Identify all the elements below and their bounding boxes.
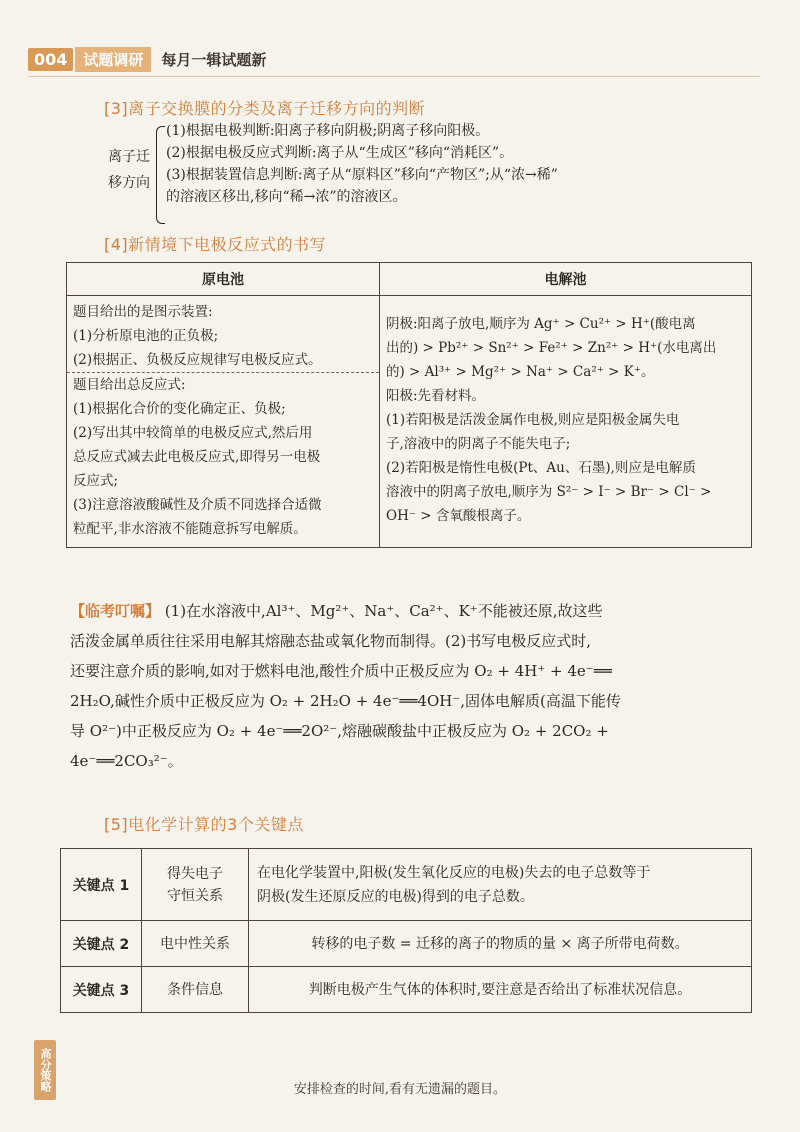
key-point-description: 在电化学装置中,阳极(发生氧化反应的电极)失去的电子总数等于 阴极(发生还原反应的电极)得到的电子总数。 bbox=[249, 849, 752, 921]
key-points-table bbox=[60, 848, 752, 1013]
table-line: (2)写出其中较简单的电极反应式,然后用 bbox=[73, 425, 313, 441]
key-point-category: 电中性关系 bbox=[142, 921, 249, 967]
table-line: (2)若阳极是惰性电极(Pt、Au、石墨),则应是电解质 bbox=[386, 460, 696, 476]
ion-migration-list bbox=[166, 120, 746, 208]
page-number: 004 bbox=[28, 48, 73, 71]
table-line: 粒配平,非水溶液不能随意拆写电解质。 bbox=[73, 521, 307, 537]
series-title: 试题调研 bbox=[75, 47, 151, 72]
key-point-label: 关键点 3 bbox=[61, 967, 142, 1013]
galvanic-cell bbox=[67, 296, 380, 548]
electrolytic-cell bbox=[380, 296, 752, 548]
header-divider bbox=[28, 76, 760, 77]
key-point-description: 转移的电子数 = 迁移的离子的物质的量 × 离子所带电荷数。 bbox=[249, 921, 752, 967]
electrode-reaction-table bbox=[66, 262, 752, 548]
list-item: (2)根据电极反应式判断:离子从“生成区”移向“消耗区”。 bbox=[166, 145, 514, 161]
ion-migration-block bbox=[104, 120, 744, 230]
table-line: (1)若阳极是活泼金属作电极,则应是阳极金属失电 bbox=[386, 412, 680, 428]
table-line: OH⁻ > 含氧酸根离子。 bbox=[386, 508, 531, 524]
table-line: 总反应式减去此电极反应式,即得另一电极 bbox=[73, 449, 321, 465]
table-line: 子,溶液中的阴离子不能失电子; bbox=[386, 436, 571, 452]
table-line: 阳极:先看材料。 bbox=[386, 388, 486, 404]
table-line: (1)分析原电池的正负极; bbox=[73, 328, 219, 344]
tip-text: 4e⁻══2CO₃²⁻。 bbox=[70, 752, 183, 770]
col-header-electrolytic: 电解池 bbox=[380, 263, 752, 296]
page-header bbox=[28, 46, 266, 72]
brace bbox=[156, 126, 165, 224]
col-header-galvanic: 原电池 bbox=[67, 263, 380, 296]
exam-tip bbox=[70, 596, 746, 776]
list-item: (1)根据电极判断:阳离子移向阴极;阴离子移向阳极。 bbox=[166, 123, 490, 139]
table-line: (3)注意溶液酸碱性及介质不同选择合适微 bbox=[73, 497, 322, 513]
section3-title: [3]离子交换膜的分类及离子迁移方向的判断 bbox=[104, 99, 426, 118]
page-footer: 安排检查的时间,看有无遗漏的题目。 bbox=[293, 1082, 507, 1097]
tip-text: 活泼金属单质往往采用电解其熔融态盐或氧化物而制得。(2)书写电极反应式时, bbox=[70, 632, 592, 650]
table-line: 出的) > Pb²⁺ > Sn²⁺ > Fe²⁺ > Zn²⁺ > H⁺(水电离出 bbox=[386, 340, 717, 356]
exam-tip-tag: 【临考叮嘱】 bbox=[70, 602, 161, 620]
tip-text: 2H₂O,碱性介质中正极反应为 O₂ + 2H₂O + 4e⁻══4OH⁻,固体电解质(高温下能传 bbox=[70, 692, 621, 710]
table-line: 的) > Al³⁺ > Mg²⁺ > Na⁺ > Ca²⁺ > K⁺。 bbox=[386, 364, 655, 380]
section5-title: [5]电化学计算的3个关键点 bbox=[104, 815, 304, 834]
table-line: 溶液中的阴离子放电,顺序为 S²⁻ > I⁻ > Br⁻ > Cl⁻ > bbox=[386, 484, 712, 500]
key-point-label: 关键点 1 bbox=[61, 849, 142, 921]
series-subtitle: 每月一辑试题新 bbox=[161, 50, 267, 69]
table-row bbox=[61, 849, 752, 921]
side-tab: 高分策略 bbox=[34, 1040, 56, 1100]
list-item: 的溶液区移出,移向“稀→浓”的溶液区。 bbox=[166, 189, 407, 205]
table-line: 反应式; bbox=[73, 473, 119, 489]
ion-migration-label: 离子迁 移方向 bbox=[108, 149, 150, 191]
key-point-label: 关键点 2 bbox=[61, 921, 142, 967]
key-point-description: 判断电极产生气体的体积时,要注意是否给出了标准状况信息。 bbox=[249, 967, 752, 1013]
tip-text: 导 O²⁻)中正极反应为 O₂ + 4e⁻══2O²⁻,熔融碳酸盐中正极反应为 O₂ + 2CO₂ + bbox=[70, 722, 609, 740]
table-row bbox=[61, 967, 752, 1013]
key-point-category: 得失电子 守恒关系 bbox=[142, 849, 249, 921]
table-line: 题目给出的是图示装置: bbox=[73, 304, 213, 320]
section4-title: [4]新情境下电极反应式的书写 bbox=[104, 235, 327, 254]
table-line: (2)根据正、负极反应规律写电极反应式。 bbox=[73, 352, 322, 368]
key-point-category: 条件信息 bbox=[142, 967, 249, 1013]
table-line: 题目给出总反应式: bbox=[73, 377, 186, 393]
table-line: 阴极:阳离子放电,顺序为 Ag⁺ > Cu²⁺ > H⁺(酸电离 bbox=[386, 316, 696, 332]
list-item: (3)根据装置信息判断:离子从“原料区”移向“产物区”;从“浓→稀” bbox=[166, 167, 558, 183]
tip-text: (1)在水溶液中,Al³⁺、Mg²⁺、Na⁺、Ca²⁺、K⁺不能被还原,故这些 bbox=[164, 602, 603, 620]
tip-text: 还要注意介质的影响,如对于燃料电池,酸性介质中正极反应为 O₂ + 4H⁺ + 4e⁻══ bbox=[70, 662, 612, 680]
table-row bbox=[61, 921, 752, 967]
table-line: (1)根据化合价的变化确定正、负极; bbox=[73, 401, 286, 417]
